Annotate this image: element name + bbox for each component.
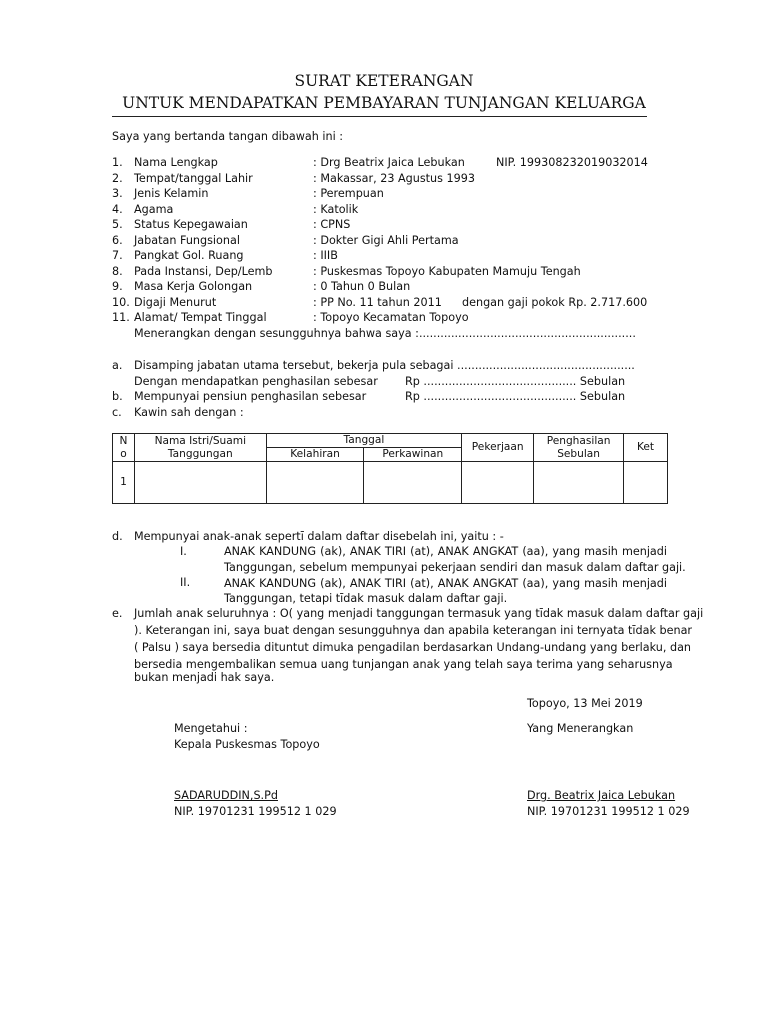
col-header-pekerjaan: Pekerjaan	[462, 434, 534, 462]
section-a-letter: a.	[112, 359, 123, 372]
section-e-letter: e.	[112, 607, 123, 620]
left-sign-label2: Kepala Puskesmas Topoyo	[174, 737, 320, 751]
field-num: 9.	[112, 280, 123, 293]
field-label: Tempat/tanggal Lahir	[134, 171, 253, 185]
field-value: : Topoyo Kecamatan Topoyo	[313, 311, 469, 324]
declare-line: Menerangkan dengan sesungguhnya bahwa saya :.............................................................	[134, 327, 636, 340]
field-label: Pangkat Gol. Ruang	[134, 249, 244, 262]
field-label: Pada Instansi, Dep/Lemb	[134, 264, 273, 278]
table-cell	[534, 462, 624, 504]
col-header-ket: Ket	[624, 434, 668, 462]
section-d-ii-line1: ANAK KANDUNG (ak), ANAK TIRI (at), ANAK ANGKAT (aa), yang masih menjadi	[224, 576, 667, 590]
field-value: : Katolik	[313, 202, 359, 216]
document-title: SURAT KETERANGAN	[294, 72, 474, 90]
field-num: 10.	[112, 295, 130, 309]
table-cell	[364, 462, 462, 504]
document-subtitle: UNTUK MENDAPATKAN PEMBAYARAN TUNJANGAN KELUARGA	[122, 94, 646, 112]
field-num: 7.	[112, 249, 123, 262]
col-header-kelahiran: Kelahiran	[266, 448, 364, 462]
col-header-name: Nama Istri/Suami Tanggungan	[134, 434, 266, 462]
col-header-no: N o	[113, 434, 135, 462]
section-d-ii-line2: Tanggungan, tetapi tīdak masuk dalam daftar gaji.	[224, 592, 508, 605]
table-cell	[462, 462, 534, 504]
table-cell	[624, 462, 668, 504]
right-sign-nip: NIP. 19701231 199512 1 029	[527, 805, 690, 818]
field-value: : Puskesmas Topoyo Kabupaten Mamuju Tengah	[313, 264, 581, 278]
field-num: 5.	[112, 218, 123, 231]
field-num: 8.	[112, 264, 123, 278]
left-sign-nip: NIP. 19701231 199512 1 029	[174, 805, 337, 818]
section-e-line1: Jumlah anak seluruhnya : O( yang menjadi tanggungan termasuk yang tīdak masuk dalam daftar gaji	[134, 607, 704, 620]
field-label: Masa Kerja Golongan	[134, 280, 253, 293]
field-num: 3.	[112, 187, 123, 200]
field-num: 4.	[112, 202, 123, 216]
right-sign-label: Yang Menerangkan	[527, 722, 634, 735]
field-value: : 0 Tahun 0 Bulan	[313, 280, 411, 293]
section-a-line2-label: Dengan mendapatkan penghasilan sebesar	[134, 374, 378, 388]
intro-text: Saya yang bertanda tangan dibawah ini :	[112, 130, 344, 143]
section-d-i-num: I.	[180, 544, 187, 558]
field-extra: NIP. 199308232019032014	[496, 156, 648, 169]
field-value: : Makassar, 23 Agustus 1993	[313, 171, 475, 185]
field-num: 11.	[112, 311, 130, 324]
section-c-label: Kawin sah dengan :	[134, 405, 244, 419]
section-b-value: Rp ........................................... Sebulan	[405, 390, 626, 403]
section-c-letter: c.	[112, 405, 122, 419]
field-num: 2.	[112, 171, 123, 185]
section-e-line5: bukan menjadi hak saya.	[134, 671, 275, 684]
title-underline	[112, 116, 647, 117]
spouse-table	[112, 433, 668, 504]
place-date: Topoyo, 13 Mei 2019	[527, 697, 643, 710]
col-header-tanggal: Tanggal	[266, 434, 462, 448]
section-e-line3: ( Palsu ) saya bersedia dituntut dimuka pengadilan berdasarkan Undang-undang yang berlaku, dan	[134, 641, 692, 654]
section-d-ii-num: II.	[180, 576, 191, 589]
section-d-i-line2: Tanggungan, sebelum mempunyai pekerjaan sendiri dan masuk dalam daftar gaji.	[224, 560, 686, 574]
field-extra: dengan gaji pokok Rp. 2.717.600	[462, 295, 648, 309]
section-b-letter: b.	[112, 390, 123, 403]
field-value: : Dokter Gigi Ahli Pertama	[313, 233, 459, 247]
field-value: : PP No. 11 tahun 2011	[313, 295, 442, 309]
table-row	[113, 462, 668, 504]
left-sign-label1: Mengetahui :	[174, 722, 248, 735]
section-e-line2: ). Keterangan ini, saya buat dengan sesungguhnya dan apabila keterangan ini ternyata tīdak benar	[134, 624, 693, 637]
field-label: Alamat/ Tempat Tinggal	[134, 311, 267, 324]
section-d-i-line1: ANAK KANDUNG (ak), ANAK TIRI (at), ANAK ANGKAT (aa), yang masih menjadi	[224, 545, 667, 558]
section-b-label: Mempunyai pensiun penghasilan sebesar	[134, 390, 367, 403]
field-value: : CPNS	[313, 218, 351, 231]
section-d-line: Mempunyai anak-anak sepertī dalam daftar disebelah ini, yaitu : -	[134, 530, 504, 543]
field-label: Nama Lengkap	[134, 156, 218, 169]
field-num: 6.	[112, 233, 123, 247]
table-cell	[134, 462, 266, 504]
field-value: : IIIB	[313, 249, 338, 262]
field-label: Jenis Kelamin	[134, 187, 209, 200]
section-e-line4: bersedia mengembalikan semua uang tunjangan anak yang telah saya terima yang seharusnya	[134, 658, 673, 671]
row-no: 1	[113, 462, 135, 504]
right-sign-name: Drg. Beatrix Jaica Lebukan	[527, 789, 676, 802]
section-a-line2-value: Rp ........................................... Sebulan	[405, 374, 626, 388]
field-label: Jabatan Fungsional	[134, 233, 240, 247]
col-header-perkawinan: Perkawinan	[364, 448, 462, 462]
left-sign-name: SADARUDDIN,S.Pd	[174, 789, 278, 802]
section-a-line1: Disamping jabatan utama tersebut, bekerja pula sebagai ..................................................	[134, 359, 635, 372]
col-header-penghasilan: Penghasilan Sebulan	[534, 434, 624, 462]
section-d-letter: d.	[112, 530, 123, 543]
field-label: Status Kepegawaian	[134, 218, 248, 231]
table-cell	[266, 462, 364, 504]
field-label: Agama	[134, 202, 174, 216]
field-value: : Perempuan	[313, 187, 384, 200]
field-label: Digaji Menurut	[134, 295, 217, 309]
field-value: : Drg Beatrix Jaica Lebukan	[313, 156, 465, 169]
field-num: 1.	[112, 156, 123, 169]
